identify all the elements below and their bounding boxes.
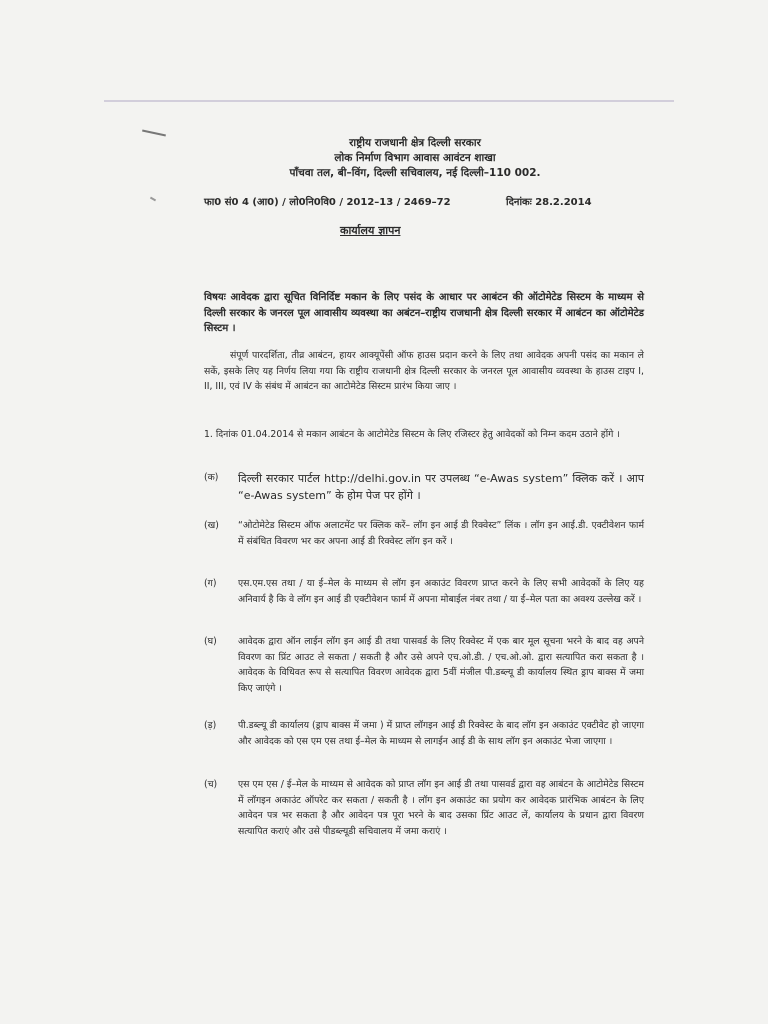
page-top-edge [104,100,674,102]
margin-mark [150,197,156,202]
point-1: 1. दिनांक 01.04.2014 से मकान आबंटन के आटोमेटेड सिस्टम के लिए रजिस्टर हेतु आवेदकों को निम्न कदम उठाने होंगे । [204,429,620,440]
margin-mark [142,130,166,137]
list-item-text: एस एम एस / ई–मेल के माध्यम से आवेदक को प्राप्त लॉग इन आई डी तथा पासवर्ड द्वारा वह आबंटन के आटोमेटेड सिस्टम में लॉगइन अकाउंट ऑपरेट कर सकता / सकती है । लॉग इन अकाउंट का प्रयोग कर आवेदक प्रारंभिक आबंटन के लिए आवेदन पत्र भर सकता है और आवेदन पत्र पूरा भरने के बाद उसका प्रिंट आउट लें, कार्यालय के प्रधान द्वारा विवरण सत्यापित कराएं और उसे पीडब्ल्यूडी सचिवालय में जमा कराएं । [238,779,644,837]
intro-paragraph: संपूर्ण पारदर्शिता, तीव्र आबंटन, हायर आक्यूपेंसी ऑफ हाउस प्रदान करने के लिए तथा आवेदक अपनी पसंद का मकान ले सकें, इसके लिए यह निर्णय लिया गया कि राष्ट्रीय राजधानी क्षेत्र दिल्ली सरकार के जनरल पूल आवासीय व्यवस्था के हाउस टाइप I, II, III, एवं IV के संबंध में आबंटन का आटोमेटेड सिस्टम प्रारंभ किया जाए । [204,350,644,392]
document-date: दिनांकः 28.2.2014 [506,197,592,208]
list-item-label: (ग) [204,578,217,589]
list-item-text: एस.एम.एस तथा / या ई–मेल के माध्यम से लॉग इन अकाउंट विवरण प्राप्त करने के लिए सभी आवेदकों के लिए यह अनिवार्य है कि वे लॉग इन आई डी एक्टीवेशन फार्म में अपना मोबाईल नंबर तथा / या ई–मेल पता का अवश्य उल्लेख करें । [238,578,644,605]
list-item-text: दिल्ली सरकार पार्टल http://delhi.gov.in पर उपलब्ध “e-Awas system” क्लिक करें । आप “e-Awas system” के होम पेज पर होंगे । [238,472,644,502]
list-item-label: (च) [204,779,218,790]
header-line-2: लोक निर्माण विभाग आवास आवंटन शाखा [334,152,496,164]
header-line-1: राष्ट्रीय राजधानी क्षेत्र दिल्ली सरकार [349,137,481,149]
list-item-text: “ओटोमेटेड सिस्टम ऑफ अलाटमेंट पर क्लिक करें– लॉग इन आई डी रिक्वेस्ट” लिंक । लॉग इन आई.डी. एक्टीवेशन फार्म में संबंधित विवरण भर कर अपना आई डी रिक्वेस्ट लॉग इन करें । [238,520,644,547]
list-item-label: (घ) [204,636,217,647]
subject-paragraph: विषयः आवेदक द्वारा सूचित विनिर्दिष्ट मकान के लिए पसंद के आधार पर आबंटन की ऑटोमेटेड सिस्टम के माध्यम से दिल्ली सरकार के जनरल पूल आवासीय व्यवस्था का अबंटन–राष्ट्रीय राजधानी क्षेत्र दिल्ली सरकार में आबंटन का ऑटोमेटेड सिस्टम । [204,292,644,334]
header-line-3: पाँचवा तल, बी–विंग, दिल्ली सचिवालय, नई दिल्ली–110 002. [289,167,541,179]
list-item-text: पी.डब्ल्यू डी कार्यालय (ड्राप बाक्स में जमा ) में प्राप्त लॉगइन आई डी रिक्वेस्ट के बाद लॉग इन अकाउंट एक्टीवेट हो जाएगा और आवेदक को एस एम एस तथा ई–मेल के माध्यम से लागईन आई डी के साथ लॉग इन अकाउंट भेजा जाएगा । [238,720,644,747]
list-item-label: (क) [204,472,219,483]
document-title: कार्यालय ज्ञापन [340,224,401,237]
list-item-label: (ड़) [204,720,217,731]
list-item-label: (ख) [204,520,219,531]
file-number: फा0 सं0 4 (आ0) / लो0नि0वि0 / 2012–13 / 2469–72 [204,197,451,208]
list-item-text: आवेदक द्वारा ऑन लाईन लॉग इन आई डी तथा पासवर्ड के लिए रिक्वेस्ट में एक बार मूल सूचना भरने के बाद वह अपने विवरण का प्रिंट आउट ले सकता / सकती है और उसे अपने एच.ओ.डी. / एच.ओ.ओ. द्वारा सत्यापित करा सकता है । आवेदक के विधिवत रूप से सत्यापित विवरण आवेदक द्वारा 5वीं मंजील पी.डब्ल्यू डी कार्यालय स्थित ड्राप बाक्स में जमा किए जाएंगे । [238,636,644,694]
